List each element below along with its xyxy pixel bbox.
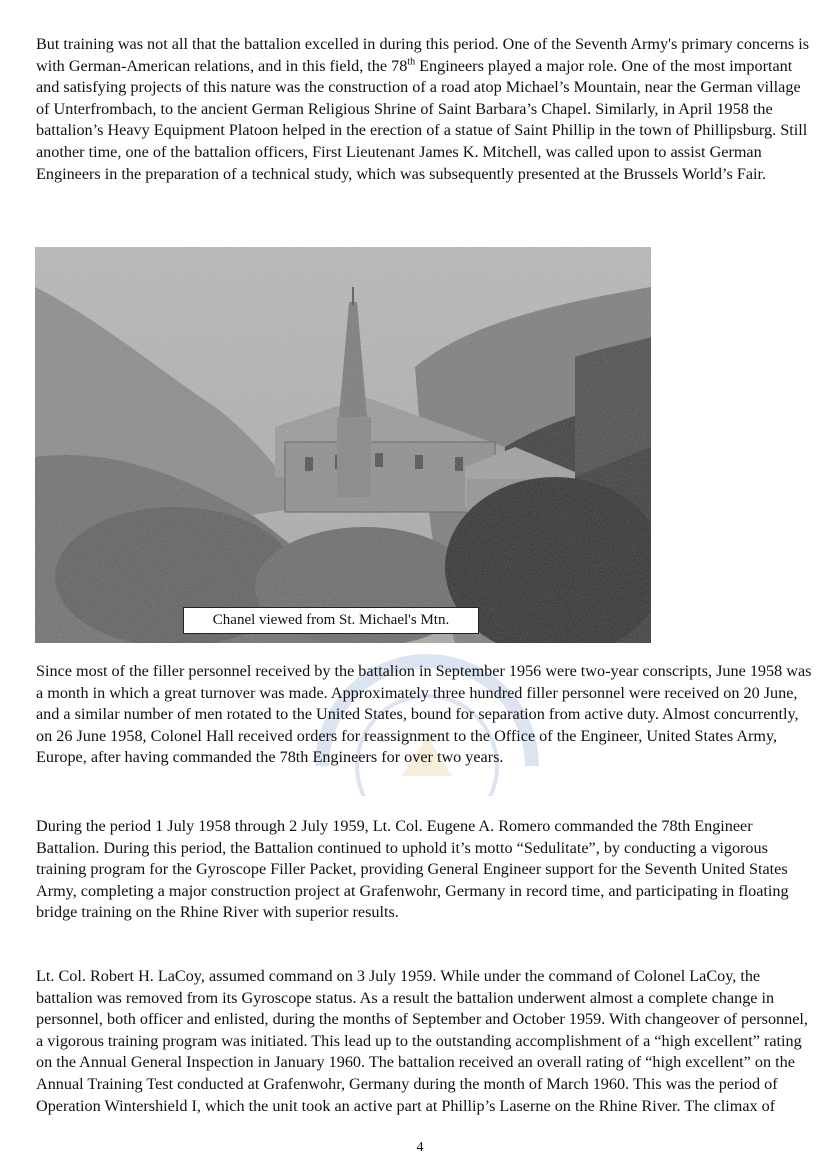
chapel-photograph — [35, 247, 651, 643]
paragraph-personnel-turnover: Since most of the filler personnel received by the battalion in September 1956 were two-year conscripts, June 1958 was a month in which a great turnover was made. Approximately three hundred filler personnel were received on 20 June, and a similar number of men rotated to the United States, bound for separation from active duty. Almost concurrently, on 26 June 1958, Colonel Hall received orders for reassignment to the Office of the Engineer, United States Army, Europe, after having commanded the 78th Engineers for over two years. — [36, 662, 812, 767]
paragraph-text: But training was not all that the battalion excelled in during this period. One of the Seventh Army's primary concerns is with German-American relations, and in this field, the 78 — [36, 35, 809, 75]
paragraph-romero-command: During the period 1 July 1958 through 2 July 1959, Lt. Col. Eugene A. Romero commanded the 78th Engineer Battalion. During this period, the Battalion continued to uphold it’s motto “Sedulitate”, by conducting a vigorous training program for the Gyroscope Filler Packet, providing General Engineer support for the Seventh United States Army, completing a major construction project at Grafenwohr, Germany in record time, and participating in floating bridge training on the Rhine River with superior results. — [36, 817, 789, 922]
chapel-photo-illustration — [35, 247, 651, 643]
paragraph-text: Engineers played a major role. One of the most important and satisfying projects of this nature was the construction of a road atop Michael’s Mountain, near the German village of Unterfrombach, to the ancient German Religious Shrine of Saint Barbara’s Chapel. Similarly, in April 1958 the battalion’s Heavy Equipment Platoon helped in the erection of a statue of Saint Phillip in the town of Phillipsburg. Still another time, one of the battalion officers, First Lieutenant James K. Mitchell, was called upon to assist German Engineers in the preparation of a technical study, which was subsequently presented at the Brussels World’s Fair. — [36, 56, 808, 183]
paragraph-lacoy-command: Lt. Col. Robert H. LaCoy, assumed command on 3 July 1959. While under the command of Colonel LaCoy, the battalion was removed from its Gyroscope status. As a result the battalion underwent almost a complete change in personnel, both officer and enlisted, during the months of September and October 1959. With changeover of personnel, a vigorous training program was initiated. This lead up to the outstanding accomplishment of a “high excellent” rating on the Annual General Inspection in January 1960. The battalion received an overall rating of “high excellent” on the Annual Training Test conducted at Grafenwohr, Germany during the month of March 1960. This was the period of Operation Wintershield I, which the unit took an active part at Phillip’s Laserne on the Rhine River. The climax of — [36, 967, 808, 1115]
paragraph-german-american-relations — [36, 34, 816, 185]
photo-caption: Chanel viewed from St. Michael's Mtn. — [183, 607, 479, 634]
ordinal-superscript: th — [407, 56, 416, 68]
page-number: 4 — [416, 1140, 424, 1155]
